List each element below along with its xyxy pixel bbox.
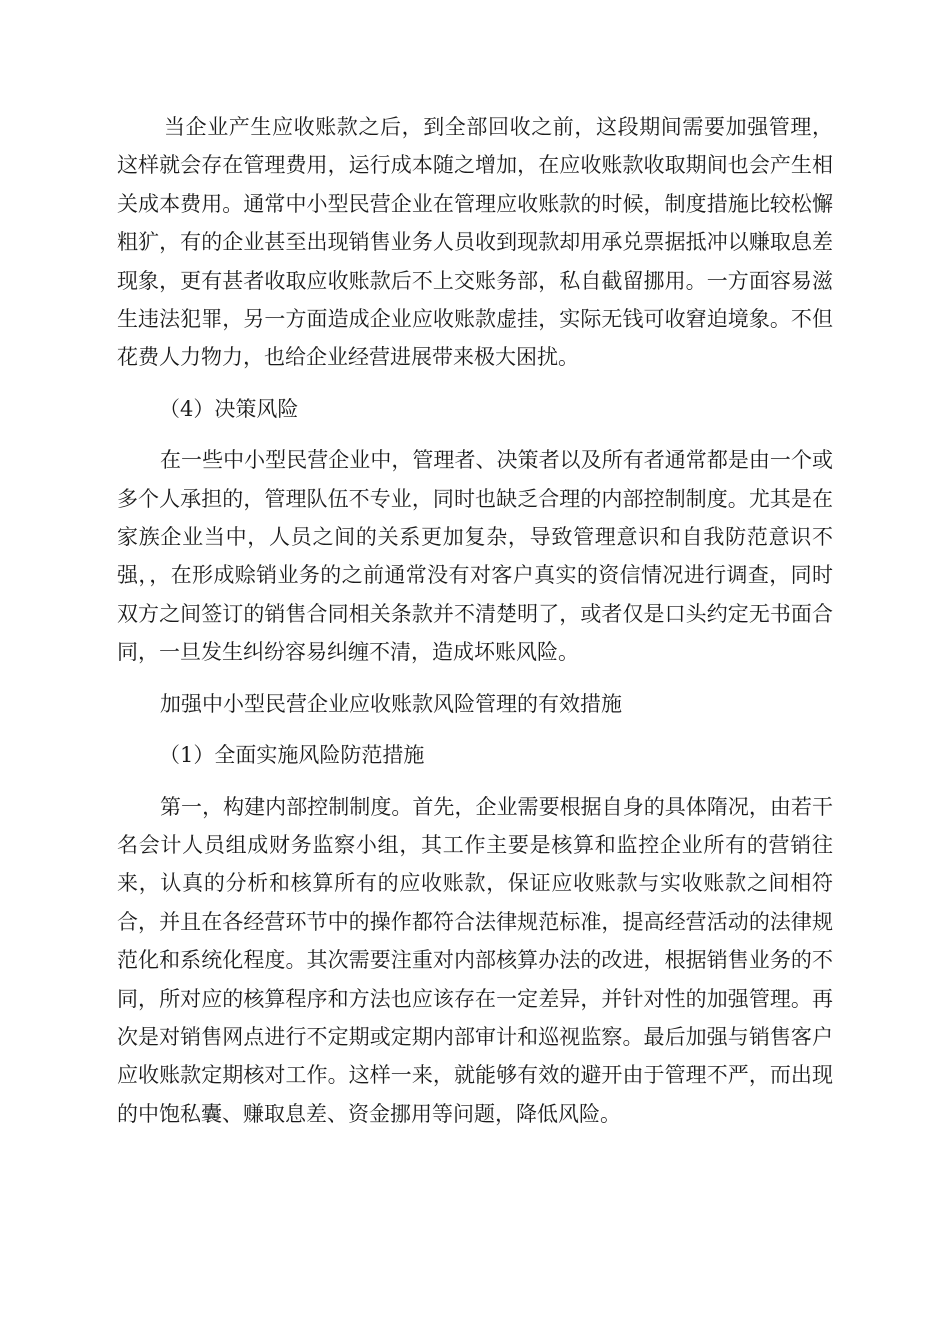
document-page: [117, 108, 833, 1146]
paragraph-management-cost: 当企业产生应收账款之后，到全部回收之前，这段期间需要加强管理，这样就会存在管理费用，运行成本随之增加，在应收账款收取期间也会产生相关成本费用。通常中小型民营企业在管理应收账款的时候，制度措施比较松懈粗犷，有的企业甚至出现销售业务人员收到现款却用承兑票据抵冲以赚取息差现象，更有甚者收取应收账款后不上交账务部，私自截留挪用。一方面容易滋生违法犯罪，另一方面造成企业应收账款虚挂，实际无钱可收窘迫境象。不但花费人力物力，也给企业经营进展带来极大困扰。: [117, 115, 833, 370]
paragraph-internal-control: 第一，构建内部控制制度。首先，企业需要根据自身的具体隋况，由若干名会计人员组成财务监察小组，其工作主要是核算和监控企业所有的营销往来，认真的分析和核算所有的应收账款，保证应收账款与实收账款之间相符合，并且在各经营环节中的操作都符合法律规范标准，提高经营活动的法律规范化和系统化程度。其次需要注重对内部核算办法的改进，根据销售业务的不同，所对应的核算程序和方法也应该存在一定差异，并针对性的加强管理。再次是对销售网点进行不定期或定期内部审计和巡视监察。最后加强与销售客户应收账款定期核对工作。这样一来，就能够有效的避开由于管理不严，而出现的中饱私囊、赚取息差、资金挪用等问题，降低风险。: [117, 794, 833, 1126]
section-heading-measures: 加强中小型民营企业应收账款风险管理的有效措施: [160, 691, 622, 716]
subheading-decision-risk: （4）决策风险: [159, 396, 299, 421]
subheading-risk-prevention: （1）全面实施风险防范措施: [159, 743, 425, 768]
paragraph-decision-risk: 在一些中小型民营企业中，管理者、决策者以及所有者通常都是由一个或多个人承担的，管理队伍不专业，同时也缺乏合理的内部控制制度。尤其是在家族企业当中，人员之间的关系更加复杂，导致管理意识和自我防范意识不强，，在形成赊销业务的之前通常没有对客户真实的资信情况进行调查，同时双方之间签订的销售合同相关条款并不清楚明了，或者仅是口头约定无书面合同，一旦发生纠纷容易纠缠不清，造成坏账风险。: [117, 448, 833, 665]
